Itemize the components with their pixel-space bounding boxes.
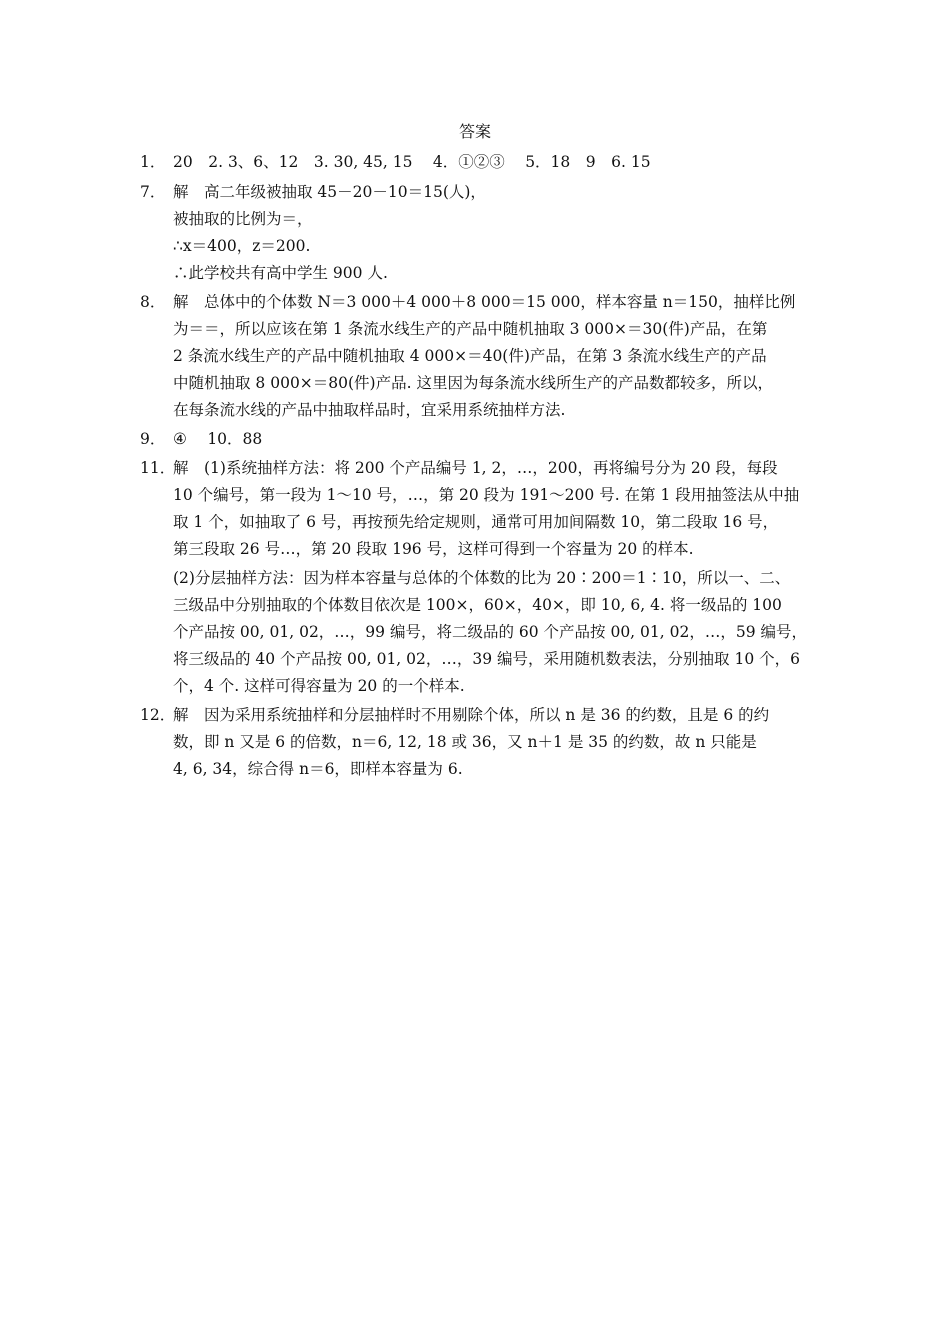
answer-11-line: 三级品中分别抽取的个体数目依次是 100×，60×，40×，即 10, 6, 4. 将一级品的 100 bbox=[173, 596, 782, 614]
answer-11-line: (2)分层抽样方法：因为样本容量与总体的个体数的比为 20∶200＝1∶10，所以一、二、 bbox=[173, 569, 791, 587]
answer-11-line: 第三段取 26 号…，第 20 段取 196 号，这样可得到一个容量为 20 的样本. bbox=[173, 540, 694, 558]
answer-8-line: 2 条流水线生产的产品中随机抽取 4 000×＝40(件)产品，在第 3 条流水线生产的产品 bbox=[173, 347, 767, 365]
answer-11-line: 10 个编号，第一段为 1～10 号，…，第 20 段为 191～200 号. 在第 1 段用抽签法从中抽 bbox=[173, 486, 800, 504]
answer-11-line: 取 1 个，如抽取了 6 号，再按预先给定规则，通常可用加间隔数 10，第二段取 16 号， bbox=[173, 513, 779, 531]
answer-number-11: 11． bbox=[140, 459, 176, 477]
page-title: 答案 bbox=[458, 122, 491, 141]
answer-8-line: 解 总体中的个体数 N＝3 000＋4 000＋8 000＝15 000，样本容量 n＝150，抽样比例 bbox=[173, 293, 796, 311]
answer-number-1: 1． bbox=[140, 153, 166, 171]
answer-12-line: 解 因为采用系统抽样和分层抽样时不用剔除个体，所以 n 是 36 的约数，且是 6 的约 bbox=[173, 706, 770, 724]
answer-7-line: 被抽取的比例为＝， bbox=[173, 210, 313, 228]
answer-8-line: 中随机抽取 8 000×＝80(件)产品. 这里因为每条流水线所生产的产品数都较多，所以， bbox=[173, 374, 773, 392]
answer-7-line: 解 高二年级被抽取 45－20－10＝15(人)， bbox=[173, 183, 486, 201]
answer-7-line: ∴x＝400，z＝200. bbox=[173, 237, 311, 255]
answer-12-line: 数，即 n 又是 6 的倍数，n＝6, 12, 18 或 36，又 n＋1 是 35 的约数，故 n 只能是 bbox=[173, 733, 757, 751]
answer-7-line: ∴此学校共有高中学生 900 人. bbox=[173, 264, 388, 282]
answer-number-9: 9． bbox=[140, 430, 166, 448]
answer-8-line: 在每条流水线的产品中抽取样品时，宜采用系统抽样方法. bbox=[173, 401, 566, 419]
answer-8-line: 为＝＝，所以应该在第 1 条流水线生产的产品中随机抽取 3 000×＝30(件)产品，在第 bbox=[173, 320, 768, 338]
answer-number-12: 12． bbox=[140, 706, 176, 724]
answer-11-line: 将三级品的 40 个产品按 00, 01, 02，…，39 编号，采用随机数表法，分别抽取 10 个，6 bbox=[173, 650, 800, 668]
answer-11-line: 个产品按 00, 01, 02，…，99 编号，将二级品的 60 个产品按 00, 01, 02，…，59 编号， bbox=[173, 623, 807, 641]
answer-11-line: 个，4 个. 这样可得容量为 20 的一个样本. bbox=[173, 677, 465, 695]
answer-number-7: 7． bbox=[140, 183, 166, 201]
answer-number-8: 8． bbox=[140, 293, 166, 311]
answer-12-line: 4, 6, 34，综合得 n＝6，即样本容量为 6. bbox=[173, 760, 463, 778]
answer-1-text: 20 2. 3、6、12 3. 30, 45, 15 4．①②③ 5．18 9 6. 15 bbox=[173, 153, 651, 171]
answer-9-10-text: ④ 10．88 bbox=[173, 430, 263, 448]
answer-11-line: 解 (1)系统抽样方法：将 200 个产品编号 1, 2，…，200，再将编号分为 20 段，每段 bbox=[173, 459, 778, 477]
